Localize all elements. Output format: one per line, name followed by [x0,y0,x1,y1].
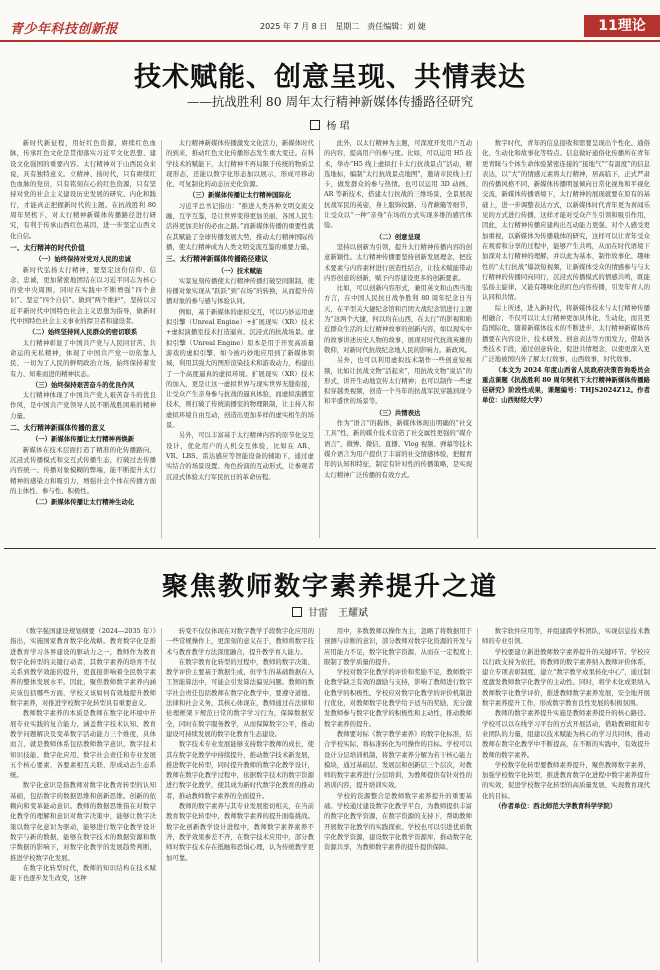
article2-title: 聚焦教师数字素养提升之道 [161,572,498,602]
section-heading: 二、太行精神新媒体传播的意义 [10,424,106,433]
paragraph: 数字软件应用等，并组建跨学科团队，实现信息技术教师的专业引领。 [482,627,650,646]
article1-column-3 [324,138,472,542]
article1-column-4 [482,138,650,542]
paragraph: 数字技术专业发展能够支持数字教师的成长，使其在数字化教学中持续提升，推动数字技术新发展，推进数字化转型，同时提升教师的数字化教学设计，教师在数字化教学过程中，依据数字技术的数字资源进行数字化教学，使其成为新时代数字化教育的推动者，推动教师数字素养的全面提升。 [166,740,314,800]
paragraph: 太行精神新媒体传播激发文化活力，新媒体时代的到来，推动红色文化传播形态发生重大变迁。在科学技术的赋能下，太行精神不再局限于传统的物质呈现形态，还能以数字化形态加以展示，形成可移动化、可复制化的动态历史化资源。 [166,139,314,189]
byline-square-icon [292,607,302,617]
column-rule [477,140,478,538]
subsection-heading: （三）始终保持艰苦奋斗的优良作风 [31,380,135,389]
subsection-heading: （二）新媒体传播让太行精神生动化 [31,498,135,507]
paragraph: 作为“语言”的载体，新媒体体现出明确的“社交工具”性，新的媒介技术营造了社交属性更强的“媒介语言”，微博、微信、直播、Vlog 视频、弹幕等技术媒介语言为用户提供了丰富的社交情感体验，把握青年的认知和特征，制定有针对性的传播策略，是实现太行精神广泛传播的有效方式。 [324,419,472,479]
page-section-tag: 11理论 [584,15,660,37]
column-rule [161,628,162,962]
paragraph: 坚持以创新为引领，提升太行精神传播内容的创意新颖性。太行精神传播要坚持创新发展理念，把技术要素与内容素材进行创造性结合，让技术赋能带动内容创意的创新，赋予内容建设更多的创新要素。 [324,242,472,282]
article2-column-4 [482,626,650,966]
subsection-heading: （一）技术赋能 [217,266,263,275]
newspaper-masthead: 青少年科技创新报 [10,22,119,37]
section-heading: 一、太行精神的时代价值 [10,243,85,252]
paragraph: 例如，基于新媒体的虚拟交互，可以巧妙运用虚拟引擎（Unreal Engine）+扩展现实（XR）技术+虚拟演播室技术打造逼真、沉浸式的抗战场景。虚拟引擎（Unreal Engine）原本是用于开发高质量游戏的虚拟引擎，如今被巧妙地应用到了新媒体领域，利用其强大的图形渲染技术和游戏动力，构建出了一个高度逼真的虚拟环境。扩展现实（XR）技术的加入，更是让这一虚拟世界与现实世界无缝衔接，让受众产生亲身参与抗战的逼真体验，而虚拟演播室技术，则打破了传统演播室的物理限制，让主持人和虚拟环境自由互动，创造出更加多样的虚实相生的场景。 [166,307,314,430]
paragraph: 另外，可以丰富基于太行精神内容的原节化交互设计，优化用户的人机交互体验，比如在 AR、VR、LBS、雷达感应等智能设备的辅助下，通过虚实结合的场景设置、角色扮演的互动形式，让参观者沉浸式体验太行军民抗日的革命历程。 [166,431,314,481]
paragraph: 教师数字素养的本质是教师在数字化环境中开展专业实践的复合能力，涵盖数字技术认知、教育教学问题解决及变革数字活动能力三个维度，具体而言，就是教师体系包括教师数字意识、数字技术知识技能、数字化应用、数字社会责任和专业发展五个核心要素，各要素相互关联，形成动态生态系统。 [10,709,156,780]
article-separator [4,548,656,549]
byline-square-icon [310,120,320,130]
author-note: （本文为 2024 年度山西省人民政府决策咨询委员会重点课题《抗战胜利 80 周年契机下太行精神新媒体传播路径研究》阶段性成果，课题编号：THJS2024Z12。作者单位：山西财经大学） [482,365,650,405]
article2-column-3 [324,626,472,966]
paragraph: 新时代新征程，用好红色资源，赓续红色血脉，传承红色文化是贯彻落实习近平文化思想、建设文化强国的重要内容。太行精神对于山西民众来说，具有独特意义。立精神、扬时代，只有赓续红色血脉的党员，只有铭刻在心的红色资源，只有坚持对党的社会主义建设历史发展的研究、内化和践行，才能真正把握新时代的主题。在抗战胜利 80 周年契机下，对太行精神新媒体传播路径进行研究，有利于传承山西红色基因，进一步坚定山西文化自信。 [10,139,156,240]
paragraph: 此外，以太行精神为主题，可深度开发用户互动的内容，提高用户的参与度。比如，可以运用 H5 技术，举办“H5 线上虚拟打卡太行抗战景点”活动，精选地标，编制“太行抗战景点地图”，邀请市民线上打卡，做发群众的参与热情。也可以运用 3D 动画、AR 等新技术，搭建太行抗战的三维场景，全景展现抗战军民的英姿，身上服饰纹路、马背颠簸等细节，让受众以“一种”亲身“在场的方式实现多维的感官体验。 [324,139,472,230]
paragraph: 习近平总书记指出：“推进人类各种文明交流交融、互学互鉴，是让世界变得更加美丽、各国人民生活得更加美好的必由之路。”而新媒体传播的重要性就在其赋能了全球传播发展大势，推动太行精神国际传播，使太行精神成为人类文明交流互鉴的重要力量。 [166,201,314,251]
subsection-heading: （二）始终坚持同人民群众的密切联系 [28,328,138,337]
subsection-heading: （一）新媒体传播让太行精神再焕新 [31,435,135,444]
paragraph: 数字时代，青年的信息接收和需要呈现出个性化、通俗化、生动化和故事化等特点。信息做好通俗化传播所在青年更青睐与个体生命体验紧密连接的“接地气”“有温度”的信息表达，以“大”的情感元素将太行精神，居高临下，正式严肃的传播风格不同，新媒体传播明显倾向日常化视角和平视化交流，新媒体传播语境下，太行精神的展现就要在原有的基础上，进一步调整表达方式，以新媒体时代青年更为喜闻乐见的方式进行传播，这样才能对受众产生引领和吸引作用，因此，太行精神传播应建构出互动能力更强、对个人感受更加重视，以新媒体为传播载体的研究，这样可以让青年受众在观看和分享的过程中，能够产生共鸣，从而在时代语境下加深对太行精神的理解，并以此为基本，制作故事化、趣味性的“太行抗战”爆款短视频，让新媒体受众的情感参与与太行精神的传播同向同行，沉浸式传播模式的情感共鸣，既能弘扬主旋律，又能有趣味化的红色内容传播，引发年青人的认同和共情。 [482,139,650,302]
paragraph: 教师要对标《数字教学素养》的数字化标准，结合学校实际，将标准转化为可操作的目标。学校可以设计分层培训机制，将数字素养分解为若干核心能力模块，通过基础层、发展层和创新层三个层次，对教师的数字素养进行分层培训，为教师提供有针对性的培训内容，提升培训实效。 [324,729,472,790]
paragraph: 《数字强国建设规划纲要（2024—2035 年）》指出，实施国家教育数字化战略。教育数字化是推进教育学习各界建设的驱动力之一，教师作为教育数字化转型的关键行动者，其数字素养的培育不仅关系到教学效能的提升，更直接影响着全民数字素养的整体发展水平。因此，聚焦教师数字素养内涵应该包括哪些方面，学校又该如何有效地提升教师数字素养，对推进学校数字化转型具有重要意义。 [10,627,156,708]
column-rule [319,628,320,962]
article1-title: 技术赋能、创意呈现、共情表达 [134,62,526,93]
article2-byline [0,604,660,619]
column-rule [319,140,320,538]
subsection-heading: （三）新媒体传播让太行精神国际化 [188,191,292,200]
article1-column-2 [166,138,314,542]
issue-dateline: 2025 年 7 月 8 日 星期二 责任编辑：刘 婕 [260,22,426,31]
paragraph: 综上所述，进入新时代，将新媒体技术与太行精神传播相融合，不仅可以让太行精神更加具体化、生动化，而且更趋国际化，随着新媒体技术的不断进步，太行精神新媒体传播要在内容设计、技术研发、创意表达等方面发力，借助各类技术手段，通过创意转化，促进共情理念，以使更深入更广泛地被国内外了解太行故事，山西故事，时代故事。 [482,303,650,364]
column-rule [477,628,478,962]
paragraph: 数字化意识是指教师对数字化教育转型的认知基础，包括数字的数据思维和创新思维。创新的依赖向和变革能动意识。教师的数据思维指在对数字化教学的理解和意识对数字决策中，能够让数字决策以数字化意识为驱动，能够进行数字化教学设计数字与新的数据，能够在数字技术的数据资源和数字数据的影响下，对数字化教学的发展趋势判断，推进学校数字化发展。 [10,781,156,862]
paragraph: 在数字教育化转型的过程中，教师的数字决策、教学评价主要基于数据生成，但学生的基础数据在人工智能算法中，可能会引发算法偏见问题。教师的数字社会责任包括教师在数字化教学中，要遵守道德、法律和社会义务，其核心体现在，教师通过在法律和伦理框架下规范日常的数字学习行为，保障数据安全，同时在数字服务教学，从而保障数字公平，推动建设可持续发展的数字化教育生态建设。 [166,657,314,738]
subsection-heading: （三）共情表达 [375,408,421,417]
paragraph: 另外，也可以利用虚拟技术制作一些创意短视频，比如让抗战文物“活起来”，用抗战文物“说话”的形式，讲开生动地宣传太行精神；也可以制作一些虚拟穿越类视频，创造一个当年的抗战军民穿越到现今和平盛世的场景等。 [324,356,472,406]
paragraph: 在数字化转型时代，教师的知识结构在技术赋能下也逐步发生改变，这种 [10,863,156,883]
article2-column-1 [10,626,156,966]
article1-byline [0,117,660,132]
subsection-heading: （一）始终保持对党对人民的忠诚 [35,255,131,264]
subsection-heading: （二）创意呈现 [375,232,421,241]
column-rule [161,140,162,538]
paragraph: 学校要建立新进教师数字素养提升的关键环节。学校应以行政支持为依托，将教师的数字素养纳入教师评价体系，建立专项表彰制度，建立“数字教学成果转化中心”，通过制度激发教师数字化教学的主动性。同时，将学术化成果纳入教师数字化教学评价，推进教师数字素养发展，安全地开展数字素养提升工作，形成数字教育良性发展的积极氛围。 [482,647,650,708]
paragraph: 学校数字化转型要教师素养提升，聚焦教师数字素养，加强学校数字化转型，推进教育数字化进程中数字素养提升的实效，促进学校数字化转型的高质量发展，实现教育现代化的目标。 [482,760,650,800]
article1-author: 杨 珺 [326,121,350,132]
article2-authors: 甘雷 王耀斌 [308,608,368,619]
paragraph: 实景复刻传播使太行精神传播打破空间限制，使传播对象实现从“跃跃”到“在场”的转换，从而提升传播对象的参与感与体验认同。 [166,276,314,306]
paragraph: 教师的数字素养提升实施是教师素养提升的核心路径。学校可以以在线学习平台的方式开展活动，借助教研组和专业团队的力量，组建以技术赋能为核心的学习共同体，推动教师在数字化教学中不断提高，在不断的实践中，有效提升教师的数字素养。 [482,709,650,759]
author-note: （作者单位：西北师范大学教育科学学院） [494,802,617,811]
article1-column-1 [10,138,156,542]
paragraph: 新时代弘扬太行精神，要坚定这份信仰、信念、忠诚，更加紧密地团结在以习近平同志为核心的党中央周围，同时在实践中不断增强“四个意识”、坚定“四个自信”、做到“两个维护”，坚持以习近平新时代中国特色社会主义思想为指导，做新时代中国特色社会主义事业的捍卫者和建设者。 [10,265,156,326]
article2-column-2 [166,626,314,966]
paragraph: 转变不仅仅体现在对数字教学手段数字化应用的一些常规操作上，更深刻的意义在于，教师将数字技术与教育教学方法深度融合，提升教学育人能力。 [166,627,314,656]
paragraph: 教师的数字素养与其专业发展密切相关，在当前教育数字化转型中，教师数字素养的提升面临挑战。数字化创新教学设计进程中，教师数字素养素养不齐，教学效果参差不齐，在数字技术应用中，部分教师对数字技术存在抵触和恐惧心理，认为传统教学更加可靠。 [166,802,314,862]
paragraph: 新媒体在技术层面打造了精准的化传播路向，沉浸式传播模式和交互式传播生态，打破过去传播内容统一、传播对象模糊的弊端，能不断提升太行精神的感染力和吸引力，增强社会个体在传播方面的主体性、参与性、积极性。 [10,445,156,495]
article1-subtitle: ——抗战胜利 80 周年太行精神新媒体传播路径研究 [186,94,474,109]
paragraph: 用中，多数教师以操作为主，忽略了将数据用于预测与诊断的意识，部分教师对数字化资源的开发与应用能力不足，数字化数字资源，从而在一定程度上限制了教学质量的提升。 [324,627,472,666]
paragraph: 比如，可以创新内容形式，兼用英文和山西当地方言，在中国人民抗日战争胜利 80 周年纪念日当天，在平型关大捷纪念馆和百团大战纪念馆进行主题为“这两个大捷，何以均在山西，在太行”的影视和贴近群众生活的太行精神故事的创新内容，如以现实中的故事讲述历史人物的故事，展现对时代抗战英雄的敬仰，对新时代抗战纪念地人民的影响力。新政风。 [324,284,472,354]
paragraph: 学校的资源整合是教师数字素养提升的重要基础。学校通过建设数字化教学平台，为教师提供丰富的数字化教学资源，在数字资源的支持下，帮助教师开展数字化教学的实践探索。学校也可以引进优质数字化教学资源，建设数字化教学资源库，推动数字化资源共享，为教师数字素养的提升提供保障。 [324,791,472,852]
paragraph: 太行精神体现了中国共产党人艰苦奋斗的优良作风，是中国共产党领导人民不断战胜困难的精神力量。 [10,391,156,420]
paragraph: 太行精神彰显了中国共产党与人民同甘苦、共命运的无私精神，体现了中国共产党一切依靠人民、一切为了人民的鲜明政治立场，始终保持着发有力、知难而进的精神状态。 [10,338,156,378]
paragraph: 学校对数字化教学的评价和奖励不足，教师数字化教学缺乏有效的激励与支持，影响了教师进行数字化教学的积极性。学校应对数字化教学的评价机制进行优化，对教师数字化教学给予适当的奖励，充分激发教师参与数字化教学的积极性和主动性，推动教师数字素养的提升。 [324,668,472,728]
section-heading: 三、太行精神新媒体传播路径建议 [166,255,268,264]
header-divider [0,40,660,42]
